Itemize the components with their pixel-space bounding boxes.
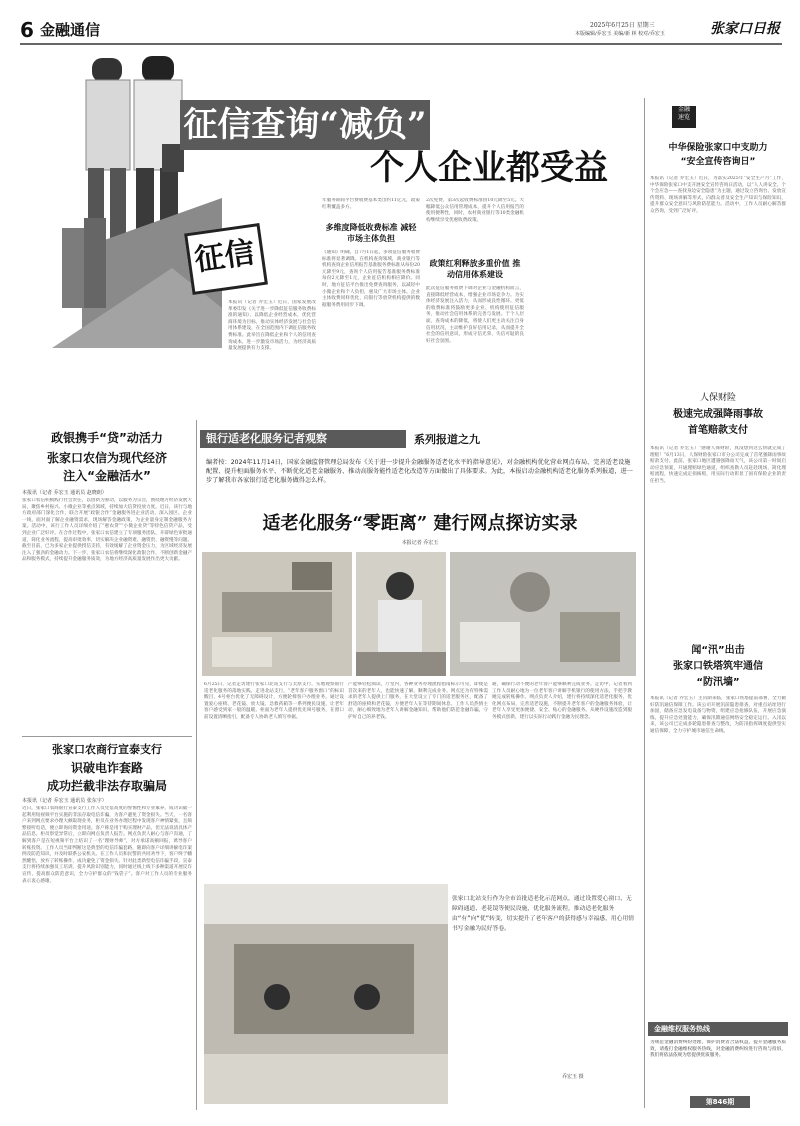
news1-title-line1: 中华保险张家口中支助力	[668, 143, 768, 153]
left1-body: 张家口农信积极践行社会责任，以创新为驱动，以服务为宗旨，围绕地方经济发展大局，聚焦乡村振兴、小微企业等重点领域，持续加大信贷投放力度。近日，该行与地方政府部门深化合作，联合开展“政银合作”金融服务进企业活动，深入园区、企业一线，面对面了解企业融资需求，现场解答金融政策，为企业量身定制金融服务方案。活动中，该行工作人员详细介绍了“惠农贷”“小微企业贷”等特色信贷产品，受到企业广泛好评。在合作过程中，张家口农信建立了专项服务团队，开辟绿色审批通道，简化业务流程，提高审批效率，切实解决企业融资难、融资贵、融资慢等问题。截至目前，已为多家企业提供授信支持，有效缓解了企业资金压力，为区域经济发展注入了强劲的金融动力。下一步，张家口农信将继续深化政银合作，不断创新金融产品和服务模式，持续提升金融服务质效，为地方经济高质量发展作出更大贡献。	[22, 498, 192, 563]
news3-title-line3: “防汛墙”	[696, 677, 740, 688]
series-body-col1: 6月25日，记者走访建行张家口北站支行与太原支行，实地观察银行适老化服务的落地实践。走进北站支行，“老年客户服务窗口”的标识醒目，4号柜台优化了无障碍设计，方便轮椅客户办理业务。通过设置爱心座椅、老花镜、放大镜、急救药箱等一系列便民设施，让老年客户感受到家一般的温暖。柜面为老年人提供优先叫号服务，在窗口前设置清晰指引，配备专人协助老人填写单据。	[204, 682, 344, 720]
bank-counter-photo	[204, 884, 448, 1104]
news1-title-line2: “安全宣传咨询日”	[680, 157, 756, 167]
main-body-col1: 本报讯（记者 乔宏玉）近日，国家发展改革委印发《关于进一步降低征信服务收费标准的通知》，以降低企业经营成本，优化营商环境为目标，推动实体经济发展与社会信用体系建设，在全国范围内下调征信服务收费标准。此举旨在降低企业和个人的信用查询成本，进一步激发市场活力，为经济高质量发展提供有力支撑。	[228, 300, 316, 352]
page-badge: 第846期	[690, 1096, 750, 1108]
series-title: 适老化服务“零距离” 建行网点探访实录	[262, 513, 578, 534]
left2-byline: 本报讯（记者 乔宏玉 通讯员 张东宇）	[22, 798, 107, 804]
news3-title-line1: 闻“汛”出击	[691, 645, 745, 656]
main-title-line2: 个人企业都受益	[370, 148, 608, 188]
bank-staff-photo	[356, 552, 446, 676]
promo-body: 为规范金融消费纠纷处理，保护消费者合法权益，提升金融服务质效，请拨打金融维权服务热线，对金融消费纠纷进行咨询与投诉，我们将依法依规为您提供优质服务。	[650, 1040, 786, 1059]
bank-interior-photo-2	[450, 552, 636, 676]
editor-note: 编者按：2024年11月14日，国家金融监督管理总局发布《关于进一步提升金融服务适老化水平的指导意见》，对金融机构优化营业网点布局、完善适老设施配置、提升柜面服务水平、不断优化适老金融服务、推动高服务能性适老化改造等方面做出了具体要求。为此，本报启动金融机构适老化服务系列报道，进一步了解我市各家银行适老化服务做得怎么样。	[206, 459, 633, 484]
bottom-note-byline: 乔宏玉 摄	[562, 1074, 584, 1080]
hero-sign-text: 征信	[192, 235, 257, 279]
left2-title-line1: 张家口农商行宣泰支行	[52, 743, 162, 756]
editor-note-box	[206, 458, 636, 498]
bottom-note-box	[452, 894, 636, 1094]
main-title-line1: 征信查询“减负”	[180, 100, 430, 150]
left1-title-line3: 注入“金融活水”	[63, 469, 151, 483]
masthead-rule	[20, 43, 782, 45]
bank-interior-photo-1	[202, 552, 352, 676]
bottom-note: 张家口北站支行作为全市首批适老化示范网点，通过设置爱心窗口、无障碍通道、老花镜等便民设施，优化服务流程，推动适老化服务由“有”向“优”转变，切实提升了老年客户的获得感与幸福感，用心用情书写金融为民好答卷。	[452, 896, 635, 932]
main-body-col2-top: 年服务期间平台费收费基本类出约11亿元，政策红利覆盖多方。	[322, 198, 420, 210]
promo-banner: 金融维权服务热线	[648, 1022, 788, 1036]
masthead-editors: 本版编辑/乔宏玉 美编/新 林 校对/乔宏玉	[575, 31, 665, 37]
left2-body: 近日，张家口农商银行宣泰支行工作人员凭借高度的警惕性和专业素养，成功识破一起利用短视频平台实施的非法存取电信诈骗，为客户避免了资金损失。当天，一名客户来到网点要求办理大额取现业务，柜员在业务办理过程中发现客户神情紧张，且频繁接听电话，便立即询问资金用途。客户称是用于购买理财产品，但无法说清具体产品信息。柜员察觉异常后，立即向网点负责人报告。网点负责人耐心与客户沟通，了解到客户是在短视频平台上结识了一名“理财导师”，对方承诺高额回报，诱导客户转账投资。工作人员当即判断这是典型的电信诈骗套路，随即向客户详细讲解电诈案例及防范知识，并及时联系公安机关。在工作人员和民警的共同劝导下，客户终于幡然醒悟，放弃了转账操作，成功避免了资金损失。针对此类新型电信诈骗手段，宣泰支行将持续加强员工培训，提升风险识别能力，同时通过线上线下多种渠道开展反诈宣传，提高群众防范意识，全力守护群众的“钱袋子”。客户对工作人员的专业服务表示衷心感谢。	[22, 806, 192, 884]
left1-byline: 本报讯（记者 乔宏玉 通讯员 赵晓朗）	[22, 490, 107, 496]
news3-title-line2: 张家口铁塔筑牢通信	[673, 661, 763, 672]
news1-body: 本报讯（记者 乔宏玉）近日，为落实2025年“安全生产月”工作，中华保险张家口中支开展安全宣传咨询日活动，以“人人讲安全、个个会应急——查找身边安全隐患”为主题，通过设立咨询台、发放宣传资料、现场讲解等形式，向群众普及安全生产知识与保险知识，提升群众安全意识与风险防范能力。活动中，工作人员耐心解答群众咨询，受到广泛好评。	[650, 176, 786, 214]
right-tag-line1: 金融	[677, 106, 690, 113]
series-number: 系列报道之九	[414, 433, 480, 446]
hero-sign	[184, 223, 268, 295]
series-byline: 本报记者 乔宏玉	[401, 540, 439, 546]
left2-title-line3: 成功拦截非法存取骗局	[46, 779, 167, 793]
right-divider	[644, 98, 645, 1108]
news2-body: 本报讯（记者 乔宏玉）“感谢人保财险，真没想到这么快就完成了理赔！”6月13日，人保财险张家口市分公司完成了首笔强降雨事故赔款支付。此前，张家口地区遭遇强降雨天气，该公司第一时间启动应急预案，开通理赔绿色通道，组织查勘人员赶赴现场，简化理赔流程，快速完成定损核赔，用实际行动彰显了国有保险企业的责任担当。	[650, 446, 786, 484]
newspaper-logo: 张家口日报	[710, 21, 780, 37]
series-body-col2: 产能够轻松阅读。厅堂内，各种业务办理流程指南标示可见，即使是首次来的老年人，也能快速了解，顺利完成业务。网点还为有特殊需求的老年人提供上门服务，在大堂设立了专门的适老服务区，配备了舒适的座椅和老花镜，方便老年人在等待期间休息。工作人员热情主动，耐心细致地为老年人讲解金融知识，帮助他们防范金融诈骗，守护好自己的养老钱。	[348, 682, 488, 720]
left1-title-line1: 政银携手“贷”动活力	[51, 431, 163, 445]
hero-photo	[22, 48, 222, 358]
left-divider	[196, 420, 197, 1110]
main-sub1: 多维度降低收费标准 减轻市场主体负担	[325, 223, 417, 243]
series-header	[200, 430, 640, 450]
right-tag-line2: 速览	[677, 114, 690, 121]
people-walking-illustration	[22, 48, 222, 358]
main-body-col2: 《通知》明确，自7月1日起，多项征信服务收费标准将显著调降。在机构查询领域，商业银行等机构查询企业信用报告基准服务费标准从每份20元降至9元，查询个人信用报告基准服务费标准每份2元降至1元，企业征信机构相应降价。同时，地方征信平台推出免费查询服务，以减轻中小微企业和个人负担，惠及广大市场主体。企业主体收费同样优化，向银行等放贷机构提供的数据服务费用同步下调。	[322, 250, 420, 308]
left2-title-line2: 识破电诈套路	[70, 761, 143, 775]
news2-title-line2: 首笔赔款支付	[688, 425, 748, 436]
news3-body: 本报讯（记者 乔宏玉）主汛期来临，张家口铁塔提前部署，全力做好防汛通信保障工作。该公司开展汛前隐患排查，对重点站址进行加固，储备应急发电设备与物资，组建应急抢修队伍，开展应急演练，提升应急处置能力，确保汛期通信网络安全稳定运行。入汛以来，该公司已完成多轮隐患排查与整改，为防汛指挥调度提供坚实通信保障，全力守护城市通信生命线。	[650, 696, 786, 734]
series-body-col3: 通，确保行动不便的老年客户能够顺利完成业务。走访中，记者看到工作人员耐心地为一位老年客户讲解手机银行的使用方法，手把手教她完成转账操作。网点负责人介绍，建行将持续深化适老化服务，优化网点布局，完善适老设施，不断提升老年客户的金融服务体验，让老年人享受更加便捷、安全、贴心的金融服务。从硬件设施改造到服务模式创新，建行以实际行动践行金融为民理念。	[492, 682, 632, 720]
masthead	[20, 18, 782, 44]
right-tag	[672, 106, 696, 128]
masthead-date: 2025年6月25日 星期三	[590, 22, 655, 29]
main-sub2: 政策红利释放多重价值 推动信用体系建设	[429, 259, 521, 279]
main-body-col3: 此次征信服务收费下调对企业与金融机构而言，直接降低经营成本，增强企业市场竞争力。为实体经济发展注入活力，从而形成良性循环。更低的收费标准将鼓励更多企业、机构使用征信服务，推动社会信用体系的完善与发展。于个人层面，查询成本的降低，将使人们更主动关注自身信用状况，主动维护良好信用记录，从而提升全社会的信用意识，形成守信光荣、失信可耻的良好社会氛围。	[426, 286, 524, 344]
main-title-box	[180, 100, 650, 190]
left1-title-line2: 张家口农信为现代经济	[46, 451, 167, 465]
series-banner: 银行适老化服务记者观察	[200, 430, 406, 448]
section-title: 金融通信	[40, 21, 101, 39]
left-rule-mid	[22, 736, 192, 737]
main-body-col3-top: 2次免费，第3次起收费标准由10元降至5元。大幅降低公众信用管理成本，提升个人信用报告的使用便利性，同时，农村商业银行等10类金融机构继续享受优惠收费政策。	[426, 198, 524, 223]
news2-title-line1: 极速完成强降雨事故	[673, 409, 763, 420]
news2-kicker: 人保财险	[699, 393, 736, 403]
page-number: 6	[20, 18, 34, 42]
